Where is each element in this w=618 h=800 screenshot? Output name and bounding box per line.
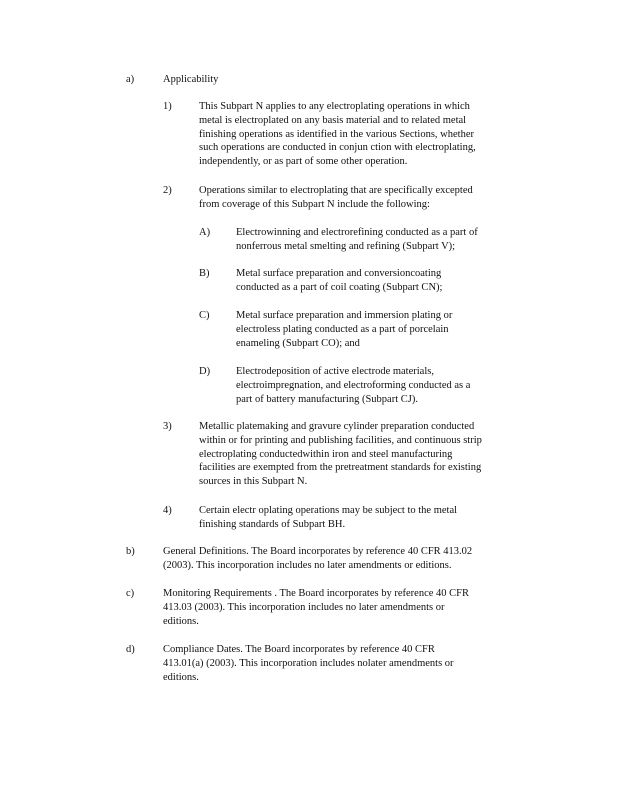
text-line: nonferrous metal smelting and refining (Subpart V); (236, 240, 456, 252)
text-line: finishing standards of Subpart BH. (199, 518, 346, 530)
text-line: editions. (163, 671, 199, 683)
section-a-heading: Applicability (163, 74, 219, 85)
text-line: Electrodeposition of active electrode materials, (236, 366, 434, 377)
text-line: Electrowinning and electrorefining conducted as a part of (236, 227, 478, 238)
section-b-text (163, 545, 519, 573)
text-line: 413.01(a) (2003). This incorporation includes nolater amendments or (163, 657, 454, 669)
item-3-label: 3) (163, 421, 172, 432)
section-c-text (163, 587, 513, 628)
text-line: facilities are exempted from the pretreatment standards for existing (199, 462, 482, 474)
text-line: from coverage of this Subpart N include the following: (199, 198, 430, 210)
text-line: Certain electr oplating operations may be subject to the metal (199, 505, 458, 516)
subitem-A-text (236, 226, 512, 254)
text-line: Metal surface preparation and immersion plating or (236, 310, 453, 321)
text-line: sources in this Subpart N. (199, 476, 308, 488)
text-line: part of battery manufacturing (Subpart CJ). (236, 393, 418, 405)
text-line: Monitoring Requirements . The Board incorporates by reference 40 CFR (163, 588, 469, 599)
item-4-text (199, 504, 491, 532)
text-line: such operations are conducted in conjun ction with electroplating, (199, 142, 476, 154)
item-3-text (199, 420, 519, 489)
subitem-A-label: A) (199, 227, 211, 238)
text-line: within or for printing and publishing facilities, and continuous strip (199, 434, 482, 446)
section-b-label: b) (126, 546, 135, 557)
text-line: electroless plating conducted as a part of porcelain (236, 323, 449, 335)
section-a-label: a) (126, 74, 135, 85)
text-line: editions. (163, 615, 199, 627)
text-line: Compliance Dates. The Board incorporates by reference 40 CFR (163, 644, 435, 655)
subitem-C-text (236, 309, 512, 350)
text-line: 413.03 (2003). This incorporation includes no later amendments or (163, 601, 445, 613)
text-line: conducted as a part of coil coating (Subpart CN); (236, 281, 443, 293)
text-line: independently, or as part of some other operation. (199, 156, 408, 168)
text-line: This Subpart N applies to any electroplating operations in which (199, 101, 470, 112)
text-line: Operations similar to electroplating that are specifically excepted (199, 185, 473, 196)
text-line: electroplating conductedwithin iron and steel manufacturing (199, 448, 453, 460)
text-line: electroimpregnation, and electroforming conducted as a (236, 379, 471, 391)
text-line: Metallic platemaking and gravure cylinder preparation conducted (199, 421, 475, 432)
item-1-label: 1) (163, 101, 172, 112)
text-line: Metal surface preparation and conversioncoating (236, 268, 442, 279)
text-line: General Definitions. The Board incorporates by reference 40 CFR 413.02 (163, 546, 473, 557)
item-2-label: 2) (163, 185, 172, 196)
section-c-label: c) (126, 588, 135, 599)
item-2-text (199, 184, 507, 212)
subitem-D-label: D) (199, 366, 211, 377)
text-line: enameling (Subpart CO); and (236, 337, 360, 349)
text-line: (2003). This incorporation includes no later amendments or editions. (163, 559, 452, 571)
text-line: metal is electroplated on any basis material and to related metal (199, 114, 467, 126)
section-d-label: d) (126, 644, 135, 655)
text-line: finishing operations as identified in the various Sections, whether (199, 128, 474, 140)
item-1-text (199, 100, 507, 169)
section-d-text (163, 643, 501, 684)
subitem-B-label: B) (199, 268, 210, 279)
subitem-B-text (236, 267, 512, 295)
item-4-label: 4) (163, 505, 172, 516)
subitem-D-text (236, 365, 512, 406)
subitem-C-label: C) (199, 310, 210, 321)
